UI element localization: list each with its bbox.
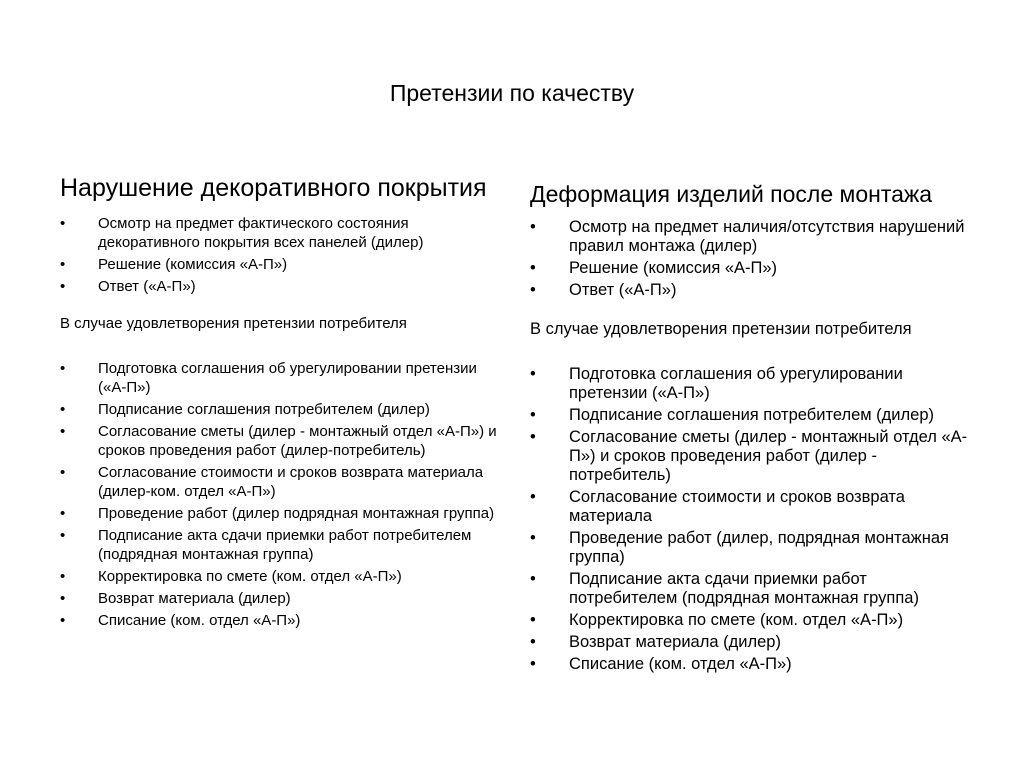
list-item: • Осмотр на предмет наличия/отсутствия нарушений правил монтажа (дилер) (530, 218, 965, 255)
right-condition-note: В случае удовлетворения претензии потребителя (530, 320, 912, 338)
list-item: • Корректировка по смете (ком. отдел «А-П») (530, 611, 904, 629)
list-item: • Решение (комиссия «А-П») (530, 259, 778, 277)
bullet-icon: • (60, 612, 66, 629)
list-item: • Подготовка соглашения об урегулировании претензии («А-П») (530, 365, 903, 402)
list-item: • Согласование стоимости и сроков возврата материала (530, 488, 905, 525)
list-item: • Подписание соглашения потребителем (дилер) (530, 406, 934, 424)
list-item: • Подписание соглашения потребителем (дилер) (60, 401, 430, 418)
list-item: • Списание (ком. отдел «А-П») (60, 612, 301, 629)
left-followup-steps-list (60, 359, 500, 630)
page-title: Претензии по качеству (389, 80, 635, 106)
list-item: • Осмотр на предмет фактического состояния декоративного покрытия всех панелей (дилер) (60, 215, 424, 251)
bullet-icon: • (60, 464, 66, 481)
bullet-icon: • (60, 505, 66, 522)
list-item: • Ответ («А-П») (530, 281, 677, 299)
bullet-icon: • (530, 570, 536, 588)
bullet-icon: • (60, 527, 66, 544)
right-column (530, 180, 975, 677)
left-initial-steps-list (60, 214, 500, 296)
right-followup-steps-list (530, 365, 975, 674)
bullet-icon: • (530, 428, 536, 446)
left-heading: Нарушение декоративного покрытия (60, 174, 487, 202)
bullet-icon: • (60, 360, 66, 377)
bullet-icon: • (530, 611, 536, 629)
bullet-icon: • (530, 365, 536, 383)
bullet-icon: • (530, 529, 536, 547)
list-item: • Подготовка соглашения об урегулировании претензии («А-П») (60, 360, 477, 396)
bullet-icon: • (60, 590, 66, 607)
bullet-icon: • (60, 401, 66, 418)
list-item: • Списание (ком. отдел «А-П») (530, 655, 792, 673)
bullet-icon: • (530, 259, 536, 277)
right-heading: Деформация изделий после монтажа (530, 181, 933, 207)
list-item: • Подписание акта сдачи приемки работ потребителем (подрядная монтажная группа) (60, 527, 472, 563)
list-item: • Возврат материала (дилер) (530, 633, 781, 651)
list-item: • Проведение работ (дилер подрядная монтажная группа) (60, 505, 495, 522)
list-item: • Подписание акта сдачи приемки работ потребителем (подрядная монтажная группа) (530, 570, 919, 607)
list-item: • Согласование сметы (дилер - монтажный отдел «А-П») и сроков проведения работ (дилер-потребитель) (60, 423, 497, 459)
left-condition-note: В случае удовлетворения претензии потребителя (60, 315, 407, 332)
bullet-icon: • (60, 278, 66, 295)
list-item: • Корректировка по смете (ком. отдел «А-П») (60, 568, 402, 585)
right-initial-steps-list (530, 218, 975, 300)
list-item: • Возврат материала (дилер) (60, 590, 291, 607)
left-column (60, 172, 500, 633)
bullet-icon: • (60, 256, 66, 273)
list-item: • Согласование сметы (дилер - монтажный отдел «А-П») и сроков проведения работ (дилер - потребитель) (530, 428, 968, 484)
list-item: • Ответ («А-П») (60, 278, 196, 295)
bullet-icon: • (530, 655, 536, 673)
bullet-icon: • (530, 281, 536, 299)
bullet-icon: • (530, 218, 536, 236)
list-item: • Решение (комиссия «А-П») (60, 256, 288, 273)
bullet-icon: • (60, 568, 66, 585)
bullet-icon: • (60, 215, 66, 232)
list-item: • Проведение работ (дилер, подрядная монтажная группа) (530, 529, 949, 566)
bullet-icon: • (530, 488, 536, 506)
list-item: • Согласование стоимости и сроков возврата материала (дилер-ком. отдел «А-П») (60, 464, 484, 500)
bullet-icon: • (530, 633, 536, 651)
bullet-icon: • (530, 406, 536, 424)
bullet-icon: • (60, 423, 66, 440)
